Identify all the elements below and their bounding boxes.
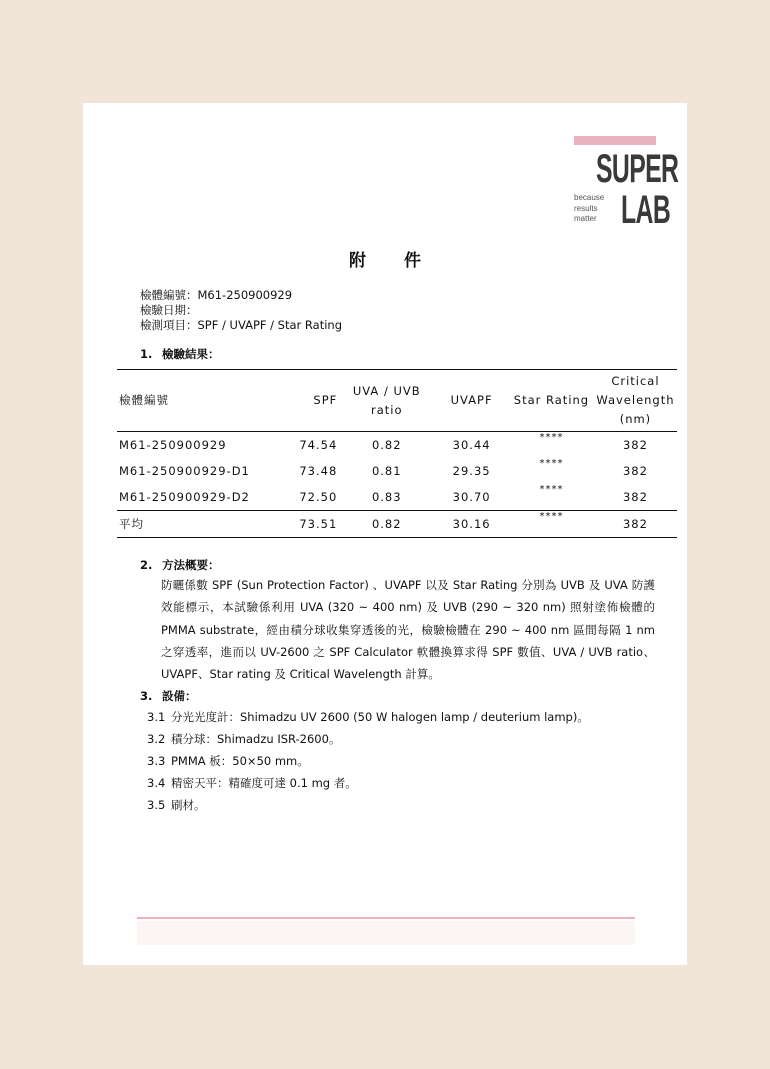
section-title: 檢驗結果：	[162, 347, 220, 361]
cell-uvapf: 30.16	[452, 517, 491, 531]
cell-average-label: 平均	[119, 517, 144, 531]
cell-star-rating: ****	[539, 458, 564, 469]
footer-divider	[137, 917, 635, 919]
cell-star-rating: ****	[539, 432, 564, 443]
cell-sample-id: M61-250900929-D1	[119, 464, 250, 478]
header-line: Wavelength	[596, 393, 675, 407]
header-uvapf: UVAPF	[450, 393, 493, 407]
list-item	[147, 706, 589, 728]
logo-tagline-line: because	[574, 193, 605, 202]
logo-tagline-line: results	[574, 203, 598, 213]
header-line: Critical	[611, 374, 660, 388]
section-number: 3.	[140, 689, 153, 703]
header-spf: SPF	[313, 393, 338, 407]
table-row	[117, 458, 677, 484]
item-text: 分光光度計：Shimadzu UV 2600 (50 W halogen lamp / deuterium lamp)。	[171, 710, 589, 724]
header-line: UVA / UVB	[352, 383, 421, 398]
header-critical-wavelength	[594, 370, 677, 432]
cell-ratio: 0.82	[371, 438, 402, 452]
cell-spf: 74.54	[299, 438, 338, 452]
cell-critical-wavelength: 382	[622, 517, 648, 531]
cell-uvapf: 30.70	[452, 490, 491, 504]
section-2-heading	[140, 557, 220, 573]
item-number: 3.5	[147, 798, 166, 812]
cell-sample-id: M61-250900929-D2	[119, 490, 250, 504]
header-uva-uvb-ratio	[339, 370, 434, 432]
list-item	[147, 772, 589, 794]
header-sample-id: 檢體編號	[119, 393, 169, 407]
item-text: 精密天平：精確度可達 0.1 mg 者。	[171, 776, 357, 790]
logo-tagline	[574, 193, 614, 225]
table-row	[117, 484, 677, 511]
cell-ratio: 0.83	[371, 490, 402, 504]
logo-word-super: SUPER	[596, 147, 679, 191]
method-summary: 防曬係數 SPF (Sun Protection Factor) 、UVAPF 以及 Star Rating 分別為 UVB 及 UVA 防護效能標示，本試驗係利用 UVA (320 ~ 400 nm) 及 UVB (290 ~ 320 nm) 照射塗佈檢體的 PMMA substrate，經由積分球收集穿透後的光，檢驗檢體在 290 ~ 400 nm 區間每隔 1 nm 之穿透率，進而以 UV-2600 之 SPF Calculator 軟體換算求得 SPF 數值、UVA / UVB ratio、UVAPF、Star rating 及 Critical Wavelength 計算。	[161, 578, 655, 682]
section-title: 設備：	[162, 689, 197, 703]
logo-accent-bar	[574, 136, 656, 145]
cell-ratio: 0.82	[371, 517, 402, 531]
document-page	[83, 103, 687, 965]
item-text: 積分球：Shimadzu ISR-2600。	[171, 732, 341, 746]
page-title: 附件	[349, 251, 459, 271]
list-item	[147, 750, 589, 772]
cell-critical-wavelength: 382	[622, 438, 648, 452]
equipment-list	[147, 706, 589, 816]
sample-id: 檢體編號：M61-250900929	[140, 288, 293, 302]
section-number: 2.	[140, 558, 153, 572]
cell-spf: 73.51	[299, 517, 338, 531]
list-item	[147, 794, 589, 816]
cell-spf: 72.50	[299, 490, 338, 504]
section-3-heading	[140, 688, 197, 704]
cell-uvapf: 30.44	[452, 438, 491, 452]
item-number: 3.2	[147, 732, 166, 746]
section-title: 方法概要：	[162, 558, 220, 572]
section-number: 1.	[140, 347, 153, 361]
cell-star-rating: ****	[539, 484, 564, 495]
header-line: (nm)	[619, 412, 652, 426]
table-row	[117, 432, 677, 459]
super-lab-logo	[574, 136, 679, 232]
cell-star-rating: ****	[539, 511, 564, 522]
cell-critical-wavelength: 382	[622, 464, 648, 478]
sample-info	[140, 288, 342, 333]
logo-word-lab: LAB	[621, 188, 671, 232]
footer-band	[137, 921, 635, 945]
item-number: 3.4	[147, 776, 166, 790]
header-line: ratio	[371, 402, 403, 417]
test-date: 檢驗日期：	[140, 303, 198, 317]
results-table	[117, 369, 677, 538]
section-1-heading	[140, 346, 220, 362]
cell-critical-wavelength: 382	[622, 490, 648, 504]
list-item	[147, 728, 589, 750]
cell-sample-id: M61-250900929	[119, 438, 227, 452]
header-star-rating: Star Rating	[513, 393, 590, 407]
table-header-row	[117, 370, 677, 432]
test-items: 檢測項目：SPF / UVAPF / Star Rating	[140, 318, 343, 332]
cell-spf: 73.48	[299, 464, 338, 478]
cell-ratio: 0.81	[371, 464, 402, 478]
item-number: 3.3	[147, 754, 166, 768]
logo-tagline-line: matter	[574, 214, 597, 223]
cell-uvapf: 29.35	[452, 464, 491, 478]
table-average-row	[117, 511, 677, 538]
item-text: PMMA 板：50×50 mm。	[171, 754, 309, 768]
item-number: 3.1	[147, 710, 166, 724]
item-text: 刷材。	[171, 798, 206, 812]
